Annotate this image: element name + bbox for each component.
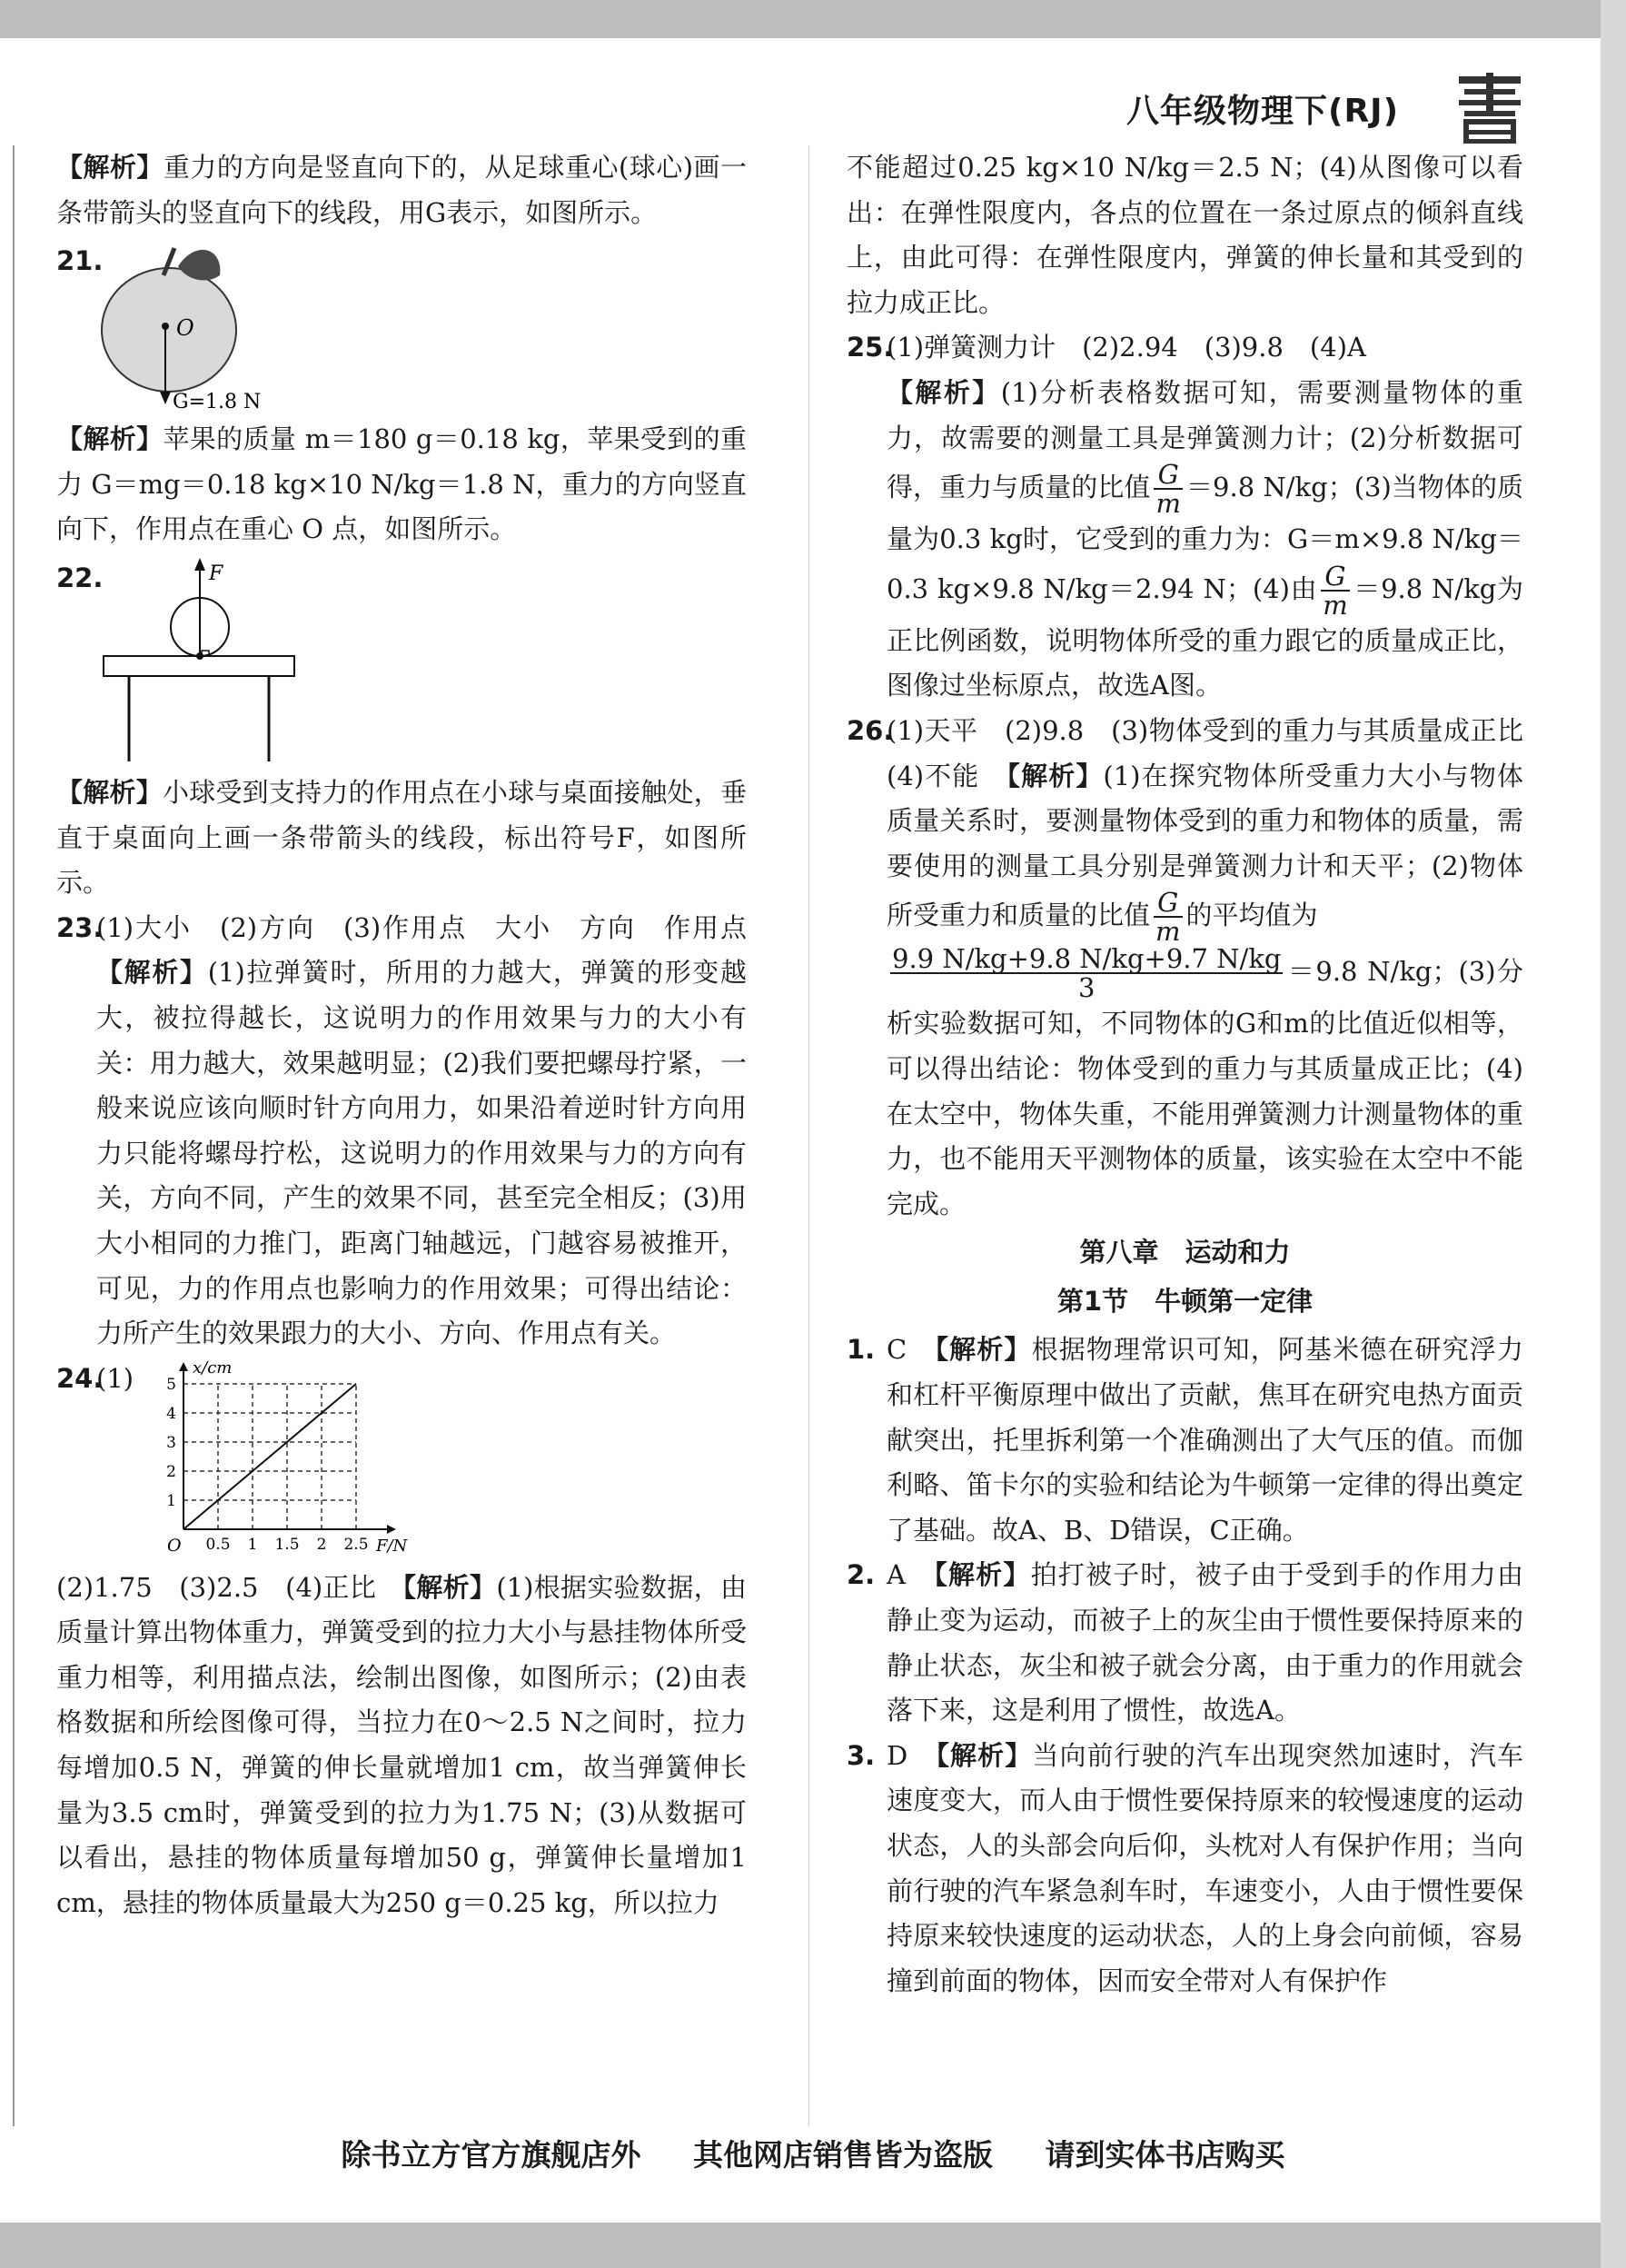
question-22 [56,556,747,765]
average-fraction: $\frac{9.9 N/kg+9.8 N/kg+9.7 N/kg}{3}$ [892,943,1282,1004]
footer-notice [0,2132,1626,2174]
y-tick-label: 1 [166,1491,177,1510]
series-line [183,1384,356,1529]
x-tick-label: 2 [316,1535,327,1554]
y-tick-label: 2 [166,1462,177,1481]
y-axis-label: x/cm [193,1358,233,1378]
right-edge-band [1601,0,1626,2268]
column-divider [808,145,809,2126]
book-logo-icon [1455,73,1524,144]
x-tick-label: 1 [247,1535,258,1554]
fraction-g-m: $\frac{G}{m}$ [1155,887,1181,948]
fraction-g-m: $\frac{G}{m}$ [1155,459,1181,520]
s1-question-2: 2. A 【解析】拍打被子时，被子由于受到手的作用力由静止变为运动，而被子上的灰尘由于惯性要保持原来的静止状态，灰尘和被子就会分离，由于重力的作用就会落下来，这是利用了惯性，故选A。 [847,1553,1523,1733]
question-23: 23. (1)大小 (2)方向 (3)作用点 大小 方向 作用点 【解析】(1)拉弹簧时，所用的力越大，弹簧的形变越大，被拉得越长，这说明力的作用效果与力的大小有关：用力越大，效果越明显；(2)我们要把螺母拧紧，一般来说应该向顺时针方向用力，如果沿着逆时针方向用力只能将螺母拧松，这说明力的作用效果与力的方向有关，方向不同，产生的效果不同，甚至完全相反；(3)用大小相同的力推门，距离门轴越远，门越容易被推开，可见，力的作用点也影响力的作用效果；可得出结论：力所产生的效果跟力的大小、方向、作用点有关。 [56,906,747,1357]
x-tick-label: 1.5 [274,1535,300,1554]
page-header-title: 八年级物理下(RJ) [1126,93,1400,130]
s1-question-1: 1. C 【解析】根据物理常识可知，阿基米德在研究浮力和杠杆平衡原理中做出了贡献，焦耳在研究电热方面贡献突出，托里拆利第一个准确测出了大气压的值。而伽利略、笛卡尔的实验和结论为牛顿第一定律的得出奠定了基础。故A、B、D错误，C正确。 [847,1328,1523,1553]
question-number: 26. [847,714,894,746]
question-21 [56,239,747,412]
table-ball-figure [96,556,332,765]
apple-figure [96,239,296,412]
footer-part-1: 除书立方官方旗舰店外 [341,2137,641,2173]
question-number: 2. [847,1559,876,1591]
x-tick-label: 2.5 [343,1535,369,1554]
chapter-title: 第八章 运动和力 [1079,1237,1291,1268]
right-column [847,145,1551,2004]
bottom-band [0,2223,1626,2268]
top-band [0,0,1626,38]
question-number: 1. [847,1334,876,1366]
origin-label: O [167,1535,182,1556]
y-tick-label: 5 [166,1375,177,1394]
footer-part-3: 请到实体书店购买 [1045,2137,1285,2173]
fraction-g-m: $\frac{G}{m}$ [1323,560,1348,621]
q21-analysis: 【解析】苹果的质量 m＝180 g＝0.18 kg，苹果受到的重力 G＝mg＝0.18 kg×10 N/kg＝1.8 N，重力的方向竖直向下，作用点在重心 O 点，如图所示。 [56,423,747,545]
question-number: 23. [56,911,104,943]
gravity-label: G=1.8 N [173,391,262,413]
question-25: 25. (1)弹簧测力计 (2)2.94 (3)9.8 (4)A 【解析】(1)分析表格数据可知，需要测量物体的重力，故需要的测量工具是弹簧测力计；(2)分析数据可得，重力与质量的比值 $\frac{G}{m}$ ＝9.8 N/kg；(3)当物体的质量为0.3 kg时，它受到的重力为：G＝m×9.8 N/kg＝0.3 kg×9.8 N/kg＝2.94 N；(4)由 $\frac{G}{m}$ ＝9.8 N/kg为正比例函数，说明物体所受的重力跟它的质量成正比，图像过坐标原点，故选A图。 [847,325,1523,709]
q22-analysis: 【解析】小球受到支持力的作用点在小球与桌面接触处，垂直于桌面向上画一条带箭头的线段，标出符号F，如图所示。 [56,776,747,899]
question-number: 24. [56,1362,104,1394]
question-24: 24. (1) 0.5 1 1.5 2 2.5 1 2 3 4 5 x/cm F/N O [56,1357,747,1566]
question-number: 22. [56,562,104,593]
left-margin-rule [13,145,15,2126]
q24-analysis: (2)1.75 (3)2.5 (4)正比 【解析】(1)根据实验数据，由质量计算出物体重力，弹簧受到的拉力大小与悬挂物体所受重力相等，利用描点法，绘制出图像，如图所示；(2)由表格数据和所绘图像可得，当拉力在0～2.5 N之间时，拉力每增加0.5 N，弹簧的伸长量就增加1 cm，故当弹簧伸长量为3.5 cm时，弹簧受到的拉力为1.75 N；(3)从数据可以看出，悬挂的物体质量每增加50 g，弹簧伸长量增加1 cm，悬挂的物体质量最大为250 g＝0.25 kg，所以拉力 [56,1571,747,1918]
q24-continued: 不能超过0.25 kg×10 N/kg＝2.5 N；(4)从图像可以看出：在弹性限度内，各点的位置在一条过原点的倾斜直线上，由此可得：在弹性限度内，弹簧的伸长量和其受到的拉力成正比。 [847,152,1523,318]
y-tick-label: 3 [166,1433,177,1452]
y-axis-arrow [179,1362,188,1371]
force-label: F [209,562,223,585]
s1-question-3: 3. D 【解析】当向前行驶的汽车出现突然加速时，汽车速度变大，而人由于惯性要保持原来的较慢速度的运动状态，人的头部会向后仰，头枕对人有保护作用；当向前行驶的汽车紧急刹车时，车速变小，人由于惯性要保持原来较快速度的运动状态，人的上身会向前倾，容易撞到前面的物体，因而安全带对人有保护作 [847,1734,1523,2004]
question-26: 26. (1)天平 (2)9.8 (3)物体受到的重力与其质量成正比 (4)不能 【解析】(1)在探究物体所受重力大小与物体质量关系时，要测量物体受到的重力和物体的质量，需要使用的测量工具分别是弹簧测力计和天平；(2)物体所受重力和质量的比值 $\frac{G}{m}$ 的平均值为 $\frac{9.9 N/kg+9.8 N/kg+9.7 N/kg}{3}$ ＝9.8 N/kg；(3)分析实验数据可知，不同物体的G和m的比值近似相等，可以得出结论：物体受到的重力与其质量成正比；(4)在太空中，物体失重，不能用弹簧测力计测量物体的重力，也不能用天平测物体的质量，该实验在太空中不能完成。 [847,709,1523,1227]
left-column [56,145,773,1925]
spring-chart [147,1357,420,1566]
x-axis-label: F/N [376,1536,408,1556]
footer-part-2: 其他网店销售皆为盗版 [693,2137,993,2173]
question-number: 21. [56,245,104,277]
center-label: O [176,315,194,342]
x-tick-label: 0.5 [205,1535,231,1554]
section-title: 第1节 牛顿第一定律 [1056,1285,1314,1317]
x-axis-arrow [387,1525,396,1534]
question-number: 25. [847,332,894,363]
intro-analysis: 【解析】重力的方向是竖直向下的，从足球重心(球心)画一条带箭头的竖直向下的线段，用G表示，如图所示。 [56,152,747,228]
y-tick-label: 4 [166,1404,177,1423]
question-number: 3. [847,1739,876,1771]
